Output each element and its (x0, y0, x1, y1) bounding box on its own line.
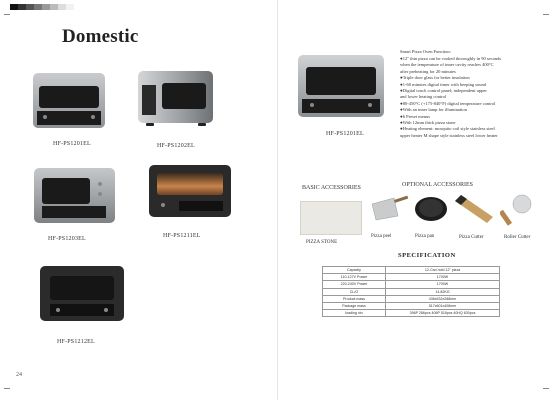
oven-image-hf-ps1201el (33, 73, 105, 131)
feature-line: ●Heating element: mosquito coil style stainless steel (400, 126, 495, 132)
table-row (323, 267, 500, 274)
model-caption: HF-PS1201EL (326, 131, 364, 137)
basic-accessories-title: BASIC ACCESSORIES (302, 185, 361, 191)
oven-control-panel (142, 85, 156, 115)
oven-knob (98, 192, 102, 196)
pizza-pan-image (413, 194, 449, 224)
spec-value: 14.82KG (386, 288, 500, 295)
table-row (323, 274, 500, 281)
model-caption: HF-PS1212EL (57, 339, 95, 345)
oven-control-panel (42, 206, 106, 218)
feature-line: ●Triple door glass for better insulation (400, 75, 470, 81)
model-caption: HF-PS1203EL (48, 236, 86, 242)
pizza-stone-label: PIZZA STONE (306, 240, 338, 245)
oven-image-hf-ps1212el (40, 266, 124, 324)
feature-line: ●With an inner lamp for illumination (400, 107, 467, 113)
page-spine (277, 0, 278, 400)
oven-knob (104, 308, 108, 312)
accessory-label: Pizza peel (371, 234, 392, 239)
table-row (323, 302, 500, 309)
crop-mark (4, 388, 10, 389)
oven-image-hf-ps1202el (138, 71, 213, 129)
oven-knob (161, 203, 165, 207)
oven-window (42, 178, 90, 204)
feature-line: after preheating for 20 minutes (400, 68, 456, 74)
table-row (323, 288, 500, 295)
color-calibration-bar (10, 4, 74, 10)
model-caption: HF-PS1211EL (163, 233, 201, 239)
oven-window (157, 173, 223, 195)
oven-foot (146, 123, 154, 126)
crop-mark (4, 14, 10, 15)
specification-title: SPECIFICATION (398, 252, 456, 259)
table-row (323, 310, 500, 317)
spec-value: 517x601x408mm (386, 302, 500, 309)
oven-knob (368, 103, 372, 107)
feature-line: ●With 12mm thick pizza stone (400, 119, 456, 125)
spec-value: 1700W (386, 281, 500, 288)
feature-line: upper heater M shape style stainless steel lower heater (400, 132, 498, 138)
oven-knob (310, 103, 314, 107)
oven-window (50, 276, 114, 300)
spec-label: Product mass (323, 295, 386, 302)
oven-knob (43, 115, 47, 119)
specification-table (322, 266, 500, 317)
spec-label: Package mass (323, 302, 386, 309)
accessory-label: Pizza pan (415, 234, 435, 239)
pizza-cutter-image (453, 193, 497, 227)
feature-list-title: Smart Pizza Oven Function: (400, 49, 451, 54)
feature-list (400, 49, 530, 139)
oven-window (306, 67, 376, 95)
oven-image-hf-ps1201el-large (298, 55, 384, 119)
oven-knob (56, 308, 60, 312)
oven-knob (98, 182, 102, 186)
page-heading: Domestic (62, 26, 139, 47)
feature-line: ●1-60 minutes digital timer with beeping sound (400, 81, 486, 87)
spec-value: 12-Can hold 12" pizza (386, 267, 500, 274)
spec-label: CL/O (323, 288, 386, 295)
oven-control-panel (179, 201, 223, 211)
feature-line: ●80-450°C (+175-840°F) digital temperature control (400, 100, 496, 106)
model-caption: HF-PS1202EL (157, 143, 195, 149)
spec-value: 396P 286pcs 406P 516pcs 40HQ 630pcs (386, 310, 500, 317)
spec-label: 220-240V Power (323, 281, 386, 288)
spec-label: 110-127V Power (323, 274, 386, 281)
optional-accessories-title: OPTIONAL ACCESSORIES (402, 182, 473, 188)
feature-line: ●Digital touch control panel; independent upper (400, 87, 487, 93)
feature-line: ●12" thin pizza can be cooked thoroughly in 90 seconds (400, 55, 502, 61)
table-row (323, 295, 500, 302)
oven-image-hf-ps1211el (149, 165, 231, 219)
feature-line: and lower heating control (400, 94, 447, 100)
spec-label: loading ctn (323, 310, 386, 317)
crop-mark (543, 388, 549, 389)
pizza-stone-image (300, 201, 362, 235)
oven-image-hf-ps1203el (34, 168, 115, 226)
pizza-peel-image (368, 194, 410, 222)
oven-foot (198, 123, 206, 126)
roller-cutter-image (500, 192, 534, 228)
feature-line: when the temperature of inner cavity reaches 400°C (400, 62, 494, 68)
page-number: 24 (16, 372, 22, 378)
accessory-label: Pizza Cutter (459, 235, 484, 240)
table-row (323, 281, 500, 288)
spec-value: 1700W (386, 274, 500, 281)
spec-label: Capacity (323, 267, 386, 274)
crop-mark (543, 14, 549, 15)
feature-line: ●6 Preset menus (400, 113, 430, 119)
model-caption: HF-PS1201EL (53, 141, 91, 147)
accessory-label: Roller Cutter (504, 235, 531, 240)
oven-window (39, 86, 99, 108)
oven-knob (91, 115, 95, 119)
spec-value: 436x532x288mm (386, 295, 500, 302)
oven-window (162, 83, 206, 109)
